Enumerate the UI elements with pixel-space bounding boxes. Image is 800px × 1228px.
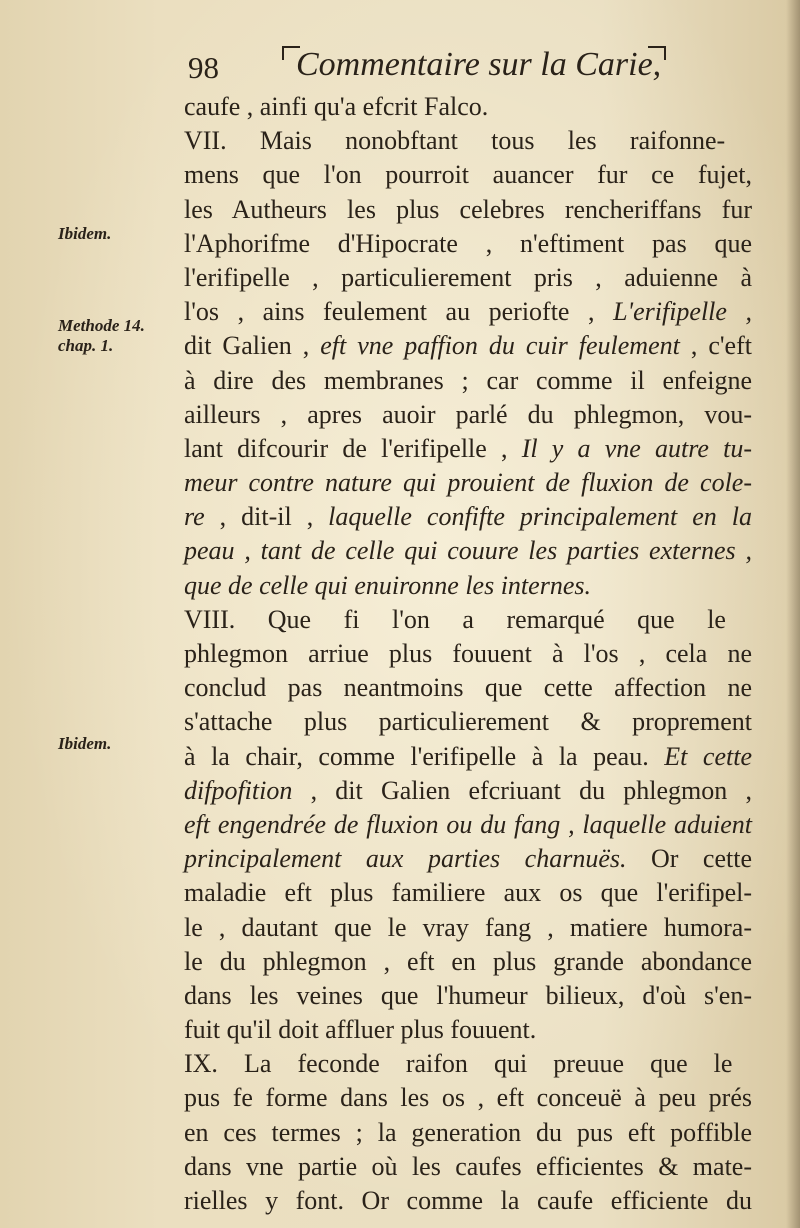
text-run: en ces termes ; la generation du pus eft poffible: [184, 1117, 752, 1147]
text-run: dans vne partie où les caufes efficientes & mate-: [184, 1151, 752, 1181]
text-run: caufe , ainfi qu'a efcrit Falco.: [184, 92, 489, 121]
text-run: l'Aphorifme d'Hipocrate , n'eftiment pas que: [184, 228, 752, 258]
text-run: phlegmon arriue plus fouuent à l'os , cela ne: [184, 639, 752, 668]
text-line: [184, 398, 764, 432]
italic-run: Et cette: [664, 741, 752, 771]
text-run: à la chair, comme l'erifipelle à la peau.: [184, 741, 665, 771]
margin-note-ibidem-2: [58, 734, 111, 754]
text-run: dans les veines que l'humeur bilieux, d'où s'en-: [184, 980, 752, 1010]
text-line: [184, 705, 764, 739]
text-line: [184, 808, 764, 842]
text-line: [184, 603, 764, 637]
page-header: [186, 46, 666, 92]
text-run: , dit-il ,: [204, 502, 329, 532]
italic-run: difpofition: [184, 775, 293, 805]
italic-run: peau , tant de celle qui couure les parties externes ,: [184, 536, 752, 566]
text-line: [184, 432, 764, 466]
text-run: le du phlegmon , eft en plus grande abondance: [184, 946, 752, 976]
text-run: dit Galien ,: [184, 331, 321, 361]
text-line: [184, 295, 764, 329]
text-line: [184, 124, 764, 158]
italic-run: meur contre nature qui prouient de fluxion de cole-: [184, 468, 752, 498]
text-line: [184, 227, 764, 261]
text-line: [184, 90, 764, 124]
italic-run: Il y a vne autre tu-: [521, 433, 752, 463]
text-line: [184, 876, 764, 910]
text-line: [184, 1184, 764, 1218]
text-run: VIII. Que fi l'on a remarqué que le: [184, 604, 726, 634]
italic-run: L'erifipelle ,: [613, 297, 752, 327]
text-line: [184, 193, 764, 227]
page-gutter: [786, 0, 800, 1228]
text-run: à dire des membranes ; car comme il enfeigne: [184, 365, 752, 395]
italic-run: laquelle confifte principalement en la: [328, 502, 752, 532]
text-run: pus fe forme dans les os , eft conceuë à peu prés: [184, 1083, 752, 1113]
text-run: conclud pas neantmoins que cette affection ne: [184, 673, 752, 703]
text-line: [184, 1081, 764, 1115]
text-line: [184, 364, 764, 398]
page-number: 98: [188, 50, 219, 85]
text-line: [184, 500, 764, 534]
header-bracket-right: [648, 46, 666, 60]
text-line: [184, 466, 764, 500]
margin-note-line: Methode 14.: [58, 316, 145, 335]
text-run: mens que l'on pourroit auancer fur ce fujet,: [184, 160, 752, 190]
text-line: [184, 842, 764, 876]
margin-note-line: chap. 1.: [58, 336, 114, 355]
text-line: [184, 945, 764, 979]
text-line: [184, 911, 764, 945]
text-run: maladie eft plus familiere aux os que l'erifipel-: [184, 878, 752, 908]
text-run: fuit qu'il doit affluer plus fouuent.: [184, 1015, 537, 1045]
text-line: [184, 979, 764, 1013]
text-line: [184, 534, 764, 568]
margin-note-line: Ibidem.: [58, 734, 112, 753]
text-run: l'erifipelle , particulierement pris , aduienne à: [184, 262, 752, 292]
margin-note-ibidem-1: [58, 224, 111, 244]
text-run: , c'eft: [679, 331, 752, 361]
text-run: le , dautant que le vray fang , matiere humora-: [184, 912, 752, 942]
text-run: IX. La feconde raifon qui preuue que le: [184, 1049, 733, 1079]
italic-run: re: [184, 502, 205, 532]
text-line: [184, 569, 764, 603]
text-line: [184, 1013, 764, 1047]
text-run: s'attache plus particulierement & proprement: [184, 707, 752, 737]
text-run: rielles y font. Or comme la caufe efficiente du: [184, 1186, 752, 1215]
margin-note-methode: [58, 316, 145, 356]
text-line: [184, 1047, 764, 1081]
text-run: Or cette: [626, 844, 752, 874]
text-line: [184, 261, 764, 295]
body-text: [184, 90, 764, 1218]
text-run: ailleurs , apres auoir parlé du phlegmon, vou-: [184, 399, 752, 429]
running-title: Commentaire sur la Carie,: [296, 46, 662, 83]
text-run: les Autheurs les plus celebres rencheriffans fur: [184, 194, 752, 224]
text-line: [184, 637, 764, 671]
text-line: [184, 1150, 764, 1184]
text-run: lant difcourir de l'erifipelle ,: [184, 433, 522, 463]
italic-run: eft engendrée de fluxion ou du fang , laquelle aduient: [184, 809, 752, 839]
text-line: [184, 329, 764, 363]
text-line: [184, 774, 764, 808]
italic-run: que de celle qui enuironne les internes.: [184, 570, 591, 600]
text-run: , dit Galien efcriuant du phlegmon ,: [292, 775, 752, 805]
italic-run: principalement aux parties charnuës.: [184, 844, 627, 874]
margin-note-line: Ibidem.: [58, 224, 112, 243]
text-run: VII. Mais nonobftant tous les raifonne-: [184, 126, 726, 156]
text-run: l'os , ains feulement au periofte ,: [184, 297, 614, 327]
text-line: [184, 671, 764, 705]
text-line: [184, 740, 764, 774]
text-line: [184, 158, 764, 192]
italic-run: eft vne paffion du cuir feulement: [320, 331, 680, 361]
text-line: [184, 1116, 764, 1150]
